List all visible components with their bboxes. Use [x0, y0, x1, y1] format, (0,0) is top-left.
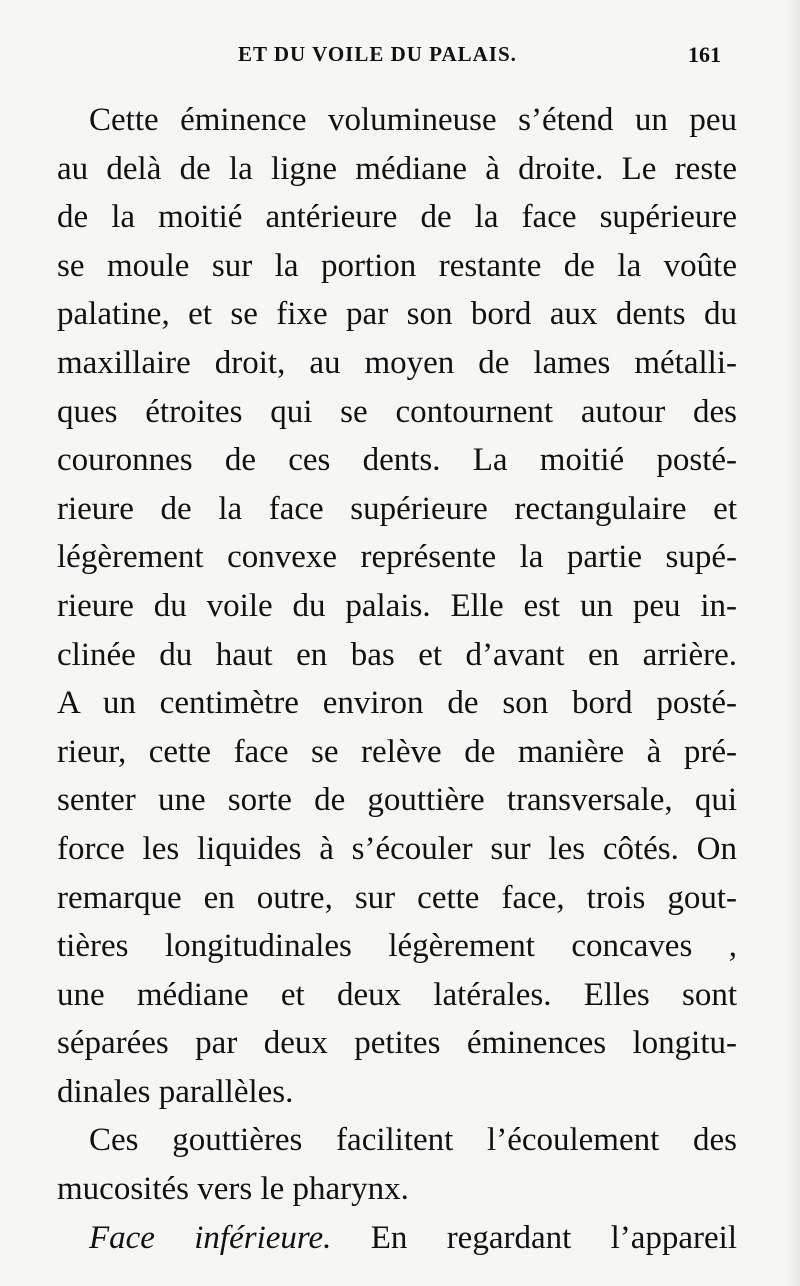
text-line: légèrement convexe représente la partie supé-	[57, 539, 737, 576]
text-line: tières longitudinales légèrement concaves ,	[57, 928, 737, 965]
text-line: Cette éminence volumineuse s’étend un peu	[89, 102, 737, 138]
text-line: séparées par deux petites éminences longitu-	[57, 1025, 737, 1062]
section-heading-italic: Face inférieure.	[89, 1219, 332, 1256]
page-edge-shadow	[786, 0, 800, 1286]
text-line: ques étroites qui se contournent autour des	[57, 393, 737, 430]
final-line-text: En regardant l’appareil	[331, 1219, 738, 1256]
text-line: clinée du haut en bas et d’avant en arrière.	[57, 636, 737, 673]
running-head	[0, 42, 800, 76]
text-line: force les liquides à s’écouler sur les côtés. On	[57, 830, 737, 867]
body-text	[57, 96, 737, 1262]
text-line: rieure du voile du palais. Elle est un peu in-	[57, 587, 737, 624]
text-line: couronnes de ces dents. La moitié posté-	[57, 442, 737, 479]
text-line: se moule sur la portion restante de la voûte	[57, 247, 737, 284]
text-line: senter une sorte de gouttière transversale, qui	[57, 782, 737, 819]
text-line: mucosités vers le pharynx.	[57, 1171, 409, 1208]
text-line: rieure de la face supérieure rectangulaire et	[57, 490, 737, 527]
text-line: maxillaire droit, au moyen de lames métalli-	[57, 344, 737, 381]
text-line: dinales parallèles.	[57, 1073, 294, 1110]
text-line: au delà de la ligne médiane à droite. Le reste	[57, 150, 737, 187]
text-line: de la moitié antérieure de la face supérieure	[57, 199, 737, 236]
text-line: A un centimètre environ de son bord posté-	[57, 685, 737, 722]
text-line: Ces gouttières facilitent l’écoulement des	[89, 1122, 737, 1159]
page-number: 161	[688, 42, 721, 67]
text-line: rieur, cette face se relève de manière à pré-	[57, 733, 737, 770]
text-line: palatine, et se fixe par son bord aux dents du	[57, 296, 737, 333]
text-line-final	[57, 1214, 737, 1263]
running-title: ET DU VOILE DU PALAIS.	[238, 42, 517, 66]
text-line: une médiane et deux latérales. Elles sont	[57, 976, 737, 1013]
text-line: remarque en outre, sur cette face, trois gout-	[57, 879, 737, 916]
